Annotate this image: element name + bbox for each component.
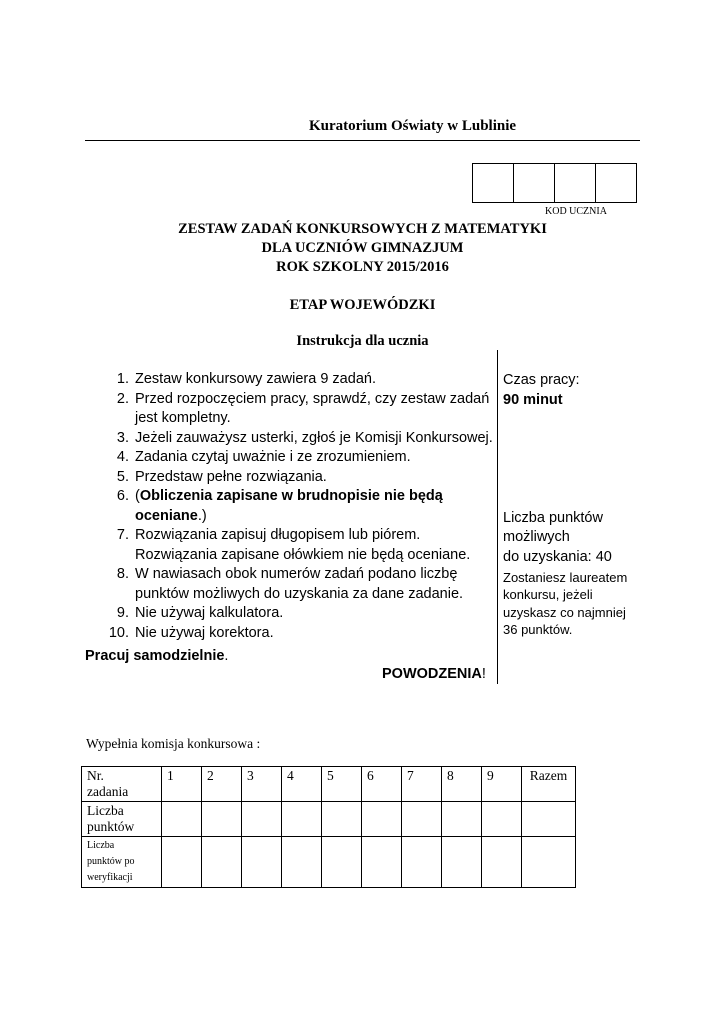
laureate-line-1: Zostaniesz laureatem (503, 570, 628, 585)
good-luck-note (382, 666, 486, 682)
points-line-2: możliwych (503, 529, 570, 545)
work-independently-text: Pracuj samodzielnie (85, 648, 225, 664)
table-row-task-numbers (82, 767, 576, 802)
score-table (81, 766, 576, 888)
task-number-header-line-2: zadania (87, 784, 129, 799)
instruction-number: 8. (116, 566, 129, 582)
commission-label: Wypełnia komisja konkursowa : (86, 736, 261, 751)
instruction-text-close: .) (197, 507, 207, 524)
task-column-7: 7 (402, 767, 442, 802)
verified-points-cell[interactable] (282, 837, 322, 888)
instruction-text: Przed rozpoczęciem pracy, sprawdź, czy zestaw zadań jest kompletny. (135, 390, 490, 426)
student-code-box-2[interactable] (514, 164, 555, 203)
points-cell[interactable] (362, 802, 402, 837)
instruction-number: 10. (108, 624, 129, 641)
points-cell[interactable] (322, 802, 362, 837)
instruction-item (85, 487, 495, 526)
verified-points-cell[interactable] (442, 837, 482, 888)
instruction-text-bold: Obliczenia zapisane w brudnopisie nie będą oceniane (135, 488, 443, 524)
instruction-text: W nawiasach obok numerów zadań podano liczbę punktów możliwych do uzyskania za dane zadanie. (135, 566, 464, 602)
task-column-4: 4 (282, 767, 322, 802)
document-title-line-2: DLA UCZNIÓW GIMNAZJUM (261, 240, 464, 256)
points-cell[interactable] (402, 802, 442, 837)
task-column-1: 1 (162, 767, 202, 802)
instruction-item (85, 565, 495, 604)
document-title-line-1: ZESTAW ZADAŃ KONKURSOWYCH Z MATEMATYKI (178, 221, 547, 237)
institution-title: Kuratorium Oświaty w Lublinie (308, 118, 517, 134)
verified-points-cell[interactable] (402, 837, 442, 888)
task-column-8: 8 (442, 767, 482, 802)
verified-points-cell[interactable] (162, 837, 202, 888)
points-total-cell[interactable] (522, 802, 576, 837)
instruction-item (85, 448, 495, 468)
task-column-5: 5 (322, 767, 362, 802)
task-column-6: 6 (362, 767, 402, 802)
student-code-box-4[interactable] (596, 164, 637, 203)
work-independently-note (85, 648, 228, 664)
points-cell[interactable] (242, 802, 282, 837)
instruction-number: 7. (116, 527, 129, 543)
work-independently-period: . (224, 648, 229, 664)
instruction-item (85, 370, 495, 390)
document-title-line-3: ROK SZKOLNY 2015/2016 (276, 259, 449, 275)
instruction-item (85, 624, 495, 644)
instructions-heading: Instrukcja dla ucznia (296, 333, 429, 349)
points-cell[interactable] (442, 802, 482, 837)
student-code-label: KOD UCZNIA (545, 206, 607, 217)
time-value: 90 minut (503, 392, 563, 408)
verified-points-cell[interactable] (242, 837, 282, 888)
instruction-number: 3. (116, 429, 129, 446)
instruction-number: 4. (116, 449, 129, 465)
instruction-item (85, 604, 495, 624)
student-code-boxes (472, 163, 637, 203)
verified-points-cell[interactable] (482, 837, 522, 888)
task-number-header-line-1: Nr. (87, 768, 104, 783)
points-cell[interactable] (282, 802, 322, 837)
instruction-text (135, 487, 495, 526)
instruction-text: Nie używaj kalkulatora. (135, 605, 284, 621)
stage-title: ETAP WOJEWÓDZKI (289, 297, 436, 313)
table-row-verified-points (82, 837, 576, 888)
points-line-1: Liczba punktów (503, 510, 603, 526)
header-rule (85, 140, 640, 141)
task-column-2: 2 (202, 767, 242, 802)
task-column-9: 9 (482, 767, 522, 802)
instruction-text: Zadania czytaj uważnie i ze zrozumieniem. (135, 449, 411, 465)
instruction-item (85, 390, 495, 429)
instruction-text: Rozwiązania zapisuj długopisem lub piórem. Rozwiązania zapisane ołówkiem nie będą oceniane. (135, 527, 471, 563)
laureate-line-2: konkursu, jeżeli (503, 587, 593, 602)
total-column: Razem (522, 767, 576, 802)
task-number-header (82, 767, 162, 802)
points-cell[interactable] (482, 802, 522, 837)
student-code-box-3[interactable] (555, 164, 596, 203)
column-divider (497, 350, 498, 684)
points-cell[interactable] (202, 802, 242, 837)
instruction-number: 2. (116, 390, 129, 407)
verified-points-row-header (82, 837, 162, 888)
points-cell[interactable] (162, 802, 202, 837)
instruction-item (85, 429, 495, 449)
verified-points-cell[interactable] (322, 837, 362, 888)
verified-points-cell[interactable] (202, 837, 242, 888)
instruction-item (85, 526, 495, 565)
instruction-text-open-paren: ( (135, 488, 140, 504)
laureate-line-3: uzyskasz co najmniej (503, 605, 626, 620)
points-line-3: do uzyskania: 40 (503, 549, 612, 565)
student-code-box-1[interactable] (473, 164, 514, 203)
instruction-text: Jeżeli zauważysz usterki, zgłoś je Komisji Konkursowej. (135, 429, 493, 446)
table-row-points (82, 802, 576, 837)
good-luck-text: POWODZENIA (382, 666, 482, 682)
points-row-header (82, 802, 162, 837)
instruction-text: Zestaw konkursowy zawiera 9 zadań. (135, 371, 376, 387)
instruction-number: 9. (116, 605, 129, 621)
instruction-text: Nie używaj korektora. (135, 624, 274, 641)
instruction-number: 5. (116, 468, 129, 485)
instruction-number: 6. (116, 488, 129, 504)
verified-points-total-cell[interactable] (522, 837, 576, 888)
instruction-item (85, 468, 495, 488)
verified-header-line-1: Liczba (87, 840, 115, 851)
verified-points-cell[interactable] (362, 837, 402, 888)
verified-header-line-3: weryfikacji (87, 872, 133, 883)
instruction-number: 1. (116, 371, 129, 387)
laureate-line-4: 36 punktów. (503, 622, 573, 637)
task-column-3: 3 (242, 767, 282, 802)
instructions-list (85, 370, 495, 643)
points-row-header-line-1: Liczba (87, 803, 124, 818)
good-luck-exclamation: ! (481, 666, 486, 682)
verified-header-line-2: punktów po (87, 856, 135, 867)
time-label: Czas pracy: (503, 372, 580, 388)
points-row-header-line-2: punktów (87, 819, 135, 834)
instruction-text: Przedstaw pełne rozwiązania. (135, 468, 327, 485)
